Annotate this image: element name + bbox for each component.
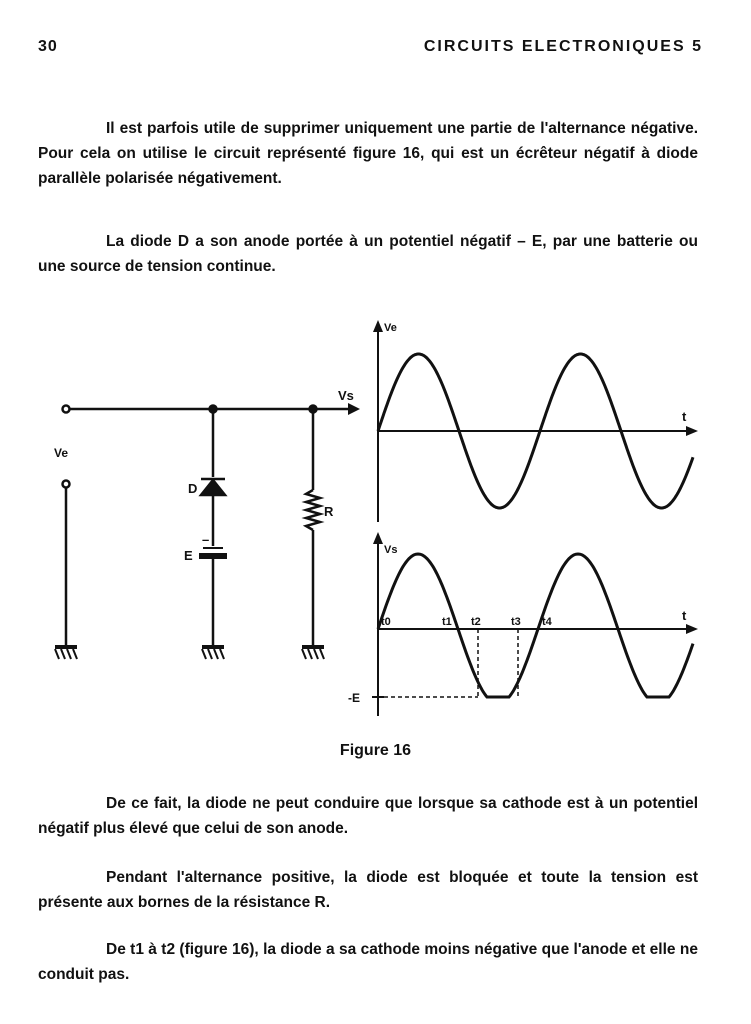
graph-vs-waveform bbox=[378, 554, 693, 697]
circuit-schematic bbox=[63, 403, 361, 645]
graph-ve bbox=[373, 320, 698, 522]
label-battery: E bbox=[184, 548, 193, 563]
graph-vs-time-label-t2: t2 bbox=[471, 616, 481, 628]
graph-vs-time-label-t4: t4 bbox=[542, 616, 552, 628]
graph-vs bbox=[348, 532, 698, 716]
graph-vs-x-label: t bbox=[682, 608, 687, 623]
paragraph-5 bbox=[38, 937, 698, 987]
graph-ve-x-arrow bbox=[686, 426, 698, 436]
ground-symbol-1 bbox=[55, 645, 77, 659]
label-diode: D bbox=[188, 481, 198, 496]
label-ve-input: Ve bbox=[54, 446, 69, 460]
ground-symbol-2 bbox=[202, 645, 224, 659]
graph-vs-x-arrow bbox=[686, 624, 698, 634]
graph-vs-time-label-t0: t0 bbox=[381, 616, 391, 628]
diode-symbol bbox=[201, 479, 225, 495]
figure-caption: Figure 16 bbox=[339, 742, 412, 759]
paragraph-4-text: Pendant l'alternance positive, la diode est bloquée et toute la tension est présente aux bornes de la résistance R. bbox=[38, 869, 698, 911]
running-title: CIRCUITS ELECTRONIQUES 5 bbox=[423, 38, 703, 55]
figure-16 bbox=[0, 300, 751, 740]
paragraph-5-text: De t1 à t2 (figure 16), la diode a sa cathode moins négative que l'anode et elle ne conduit pas. bbox=[38, 941, 698, 983]
resistor-symbol bbox=[306, 490, 320, 530]
graph-ve-y-label: Ve bbox=[384, 322, 397, 334]
graph-vs-y-label: Vs bbox=[384, 544, 398, 556]
label-vs-output: Vs bbox=[338, 388, 354, 403]
output-arrow bbox=[348, 403, 360, 415]
input-terminal-bottom bbox=[63, 481, 70, 488]
battery-symbol bbox=[199, 548, 227, 556]
graph-vs-time-label-t3: t3 bbox=[511, 616, 521, 628]
label-battery-minus: – bbox=[202, 532, 210, 547]
paragraph-2-text: La diode D a son anode portée à un potentiel négatif – E, par une batterie ou une source de tension continue. bbox=[38, 233, 698, 275]
graph-vs-time-label-t1: t1 bbox=[442, 616, 452, 628]
paragraph-4 bbox=[38, 865, 698, 915]
ground-symbol-3 bbox=[302, 645, 324, 659]
paragraph-1 bbox=[38, 116, 698, 191]
input-terminal-top bbox=[63, 406, 70, 413]
paragraph-2 bbox=[38, 229, 698, 279]
page-number: 30 bbox=[38, 38, 58, 55]
paragraph-3 bbox=[38, 791, 698, 841]
paragraph-3-text: De ce fait, la diode ne peut conduire que lorsque sa cathode est à un potentiel négatif plus élevé que celui de son anode. bbox=[38, 795, 698, 837]
paragraph-1-text: Il est parfois utile de supprimer uniquement une partie de l'alternance négative. Pour cela on utilise le circuit représenté figure 16, qui est un écrêteur négatif à diode parallèle polarisée négativement. bbox=[38, 120, 698, 187]
graph-vs-level-label: -E bbox=[348, 691, 360, 705]
label-resistor: R bbox=[324, 504, 334, 519]
graph-ve-y-arrow bbox=[373, 320, 383, 332]
graph-vs-y-arrow bbox=[373, 532, 383, 544]
graph-ve-x-label: t bbox=[682, 409, 687, 424]
